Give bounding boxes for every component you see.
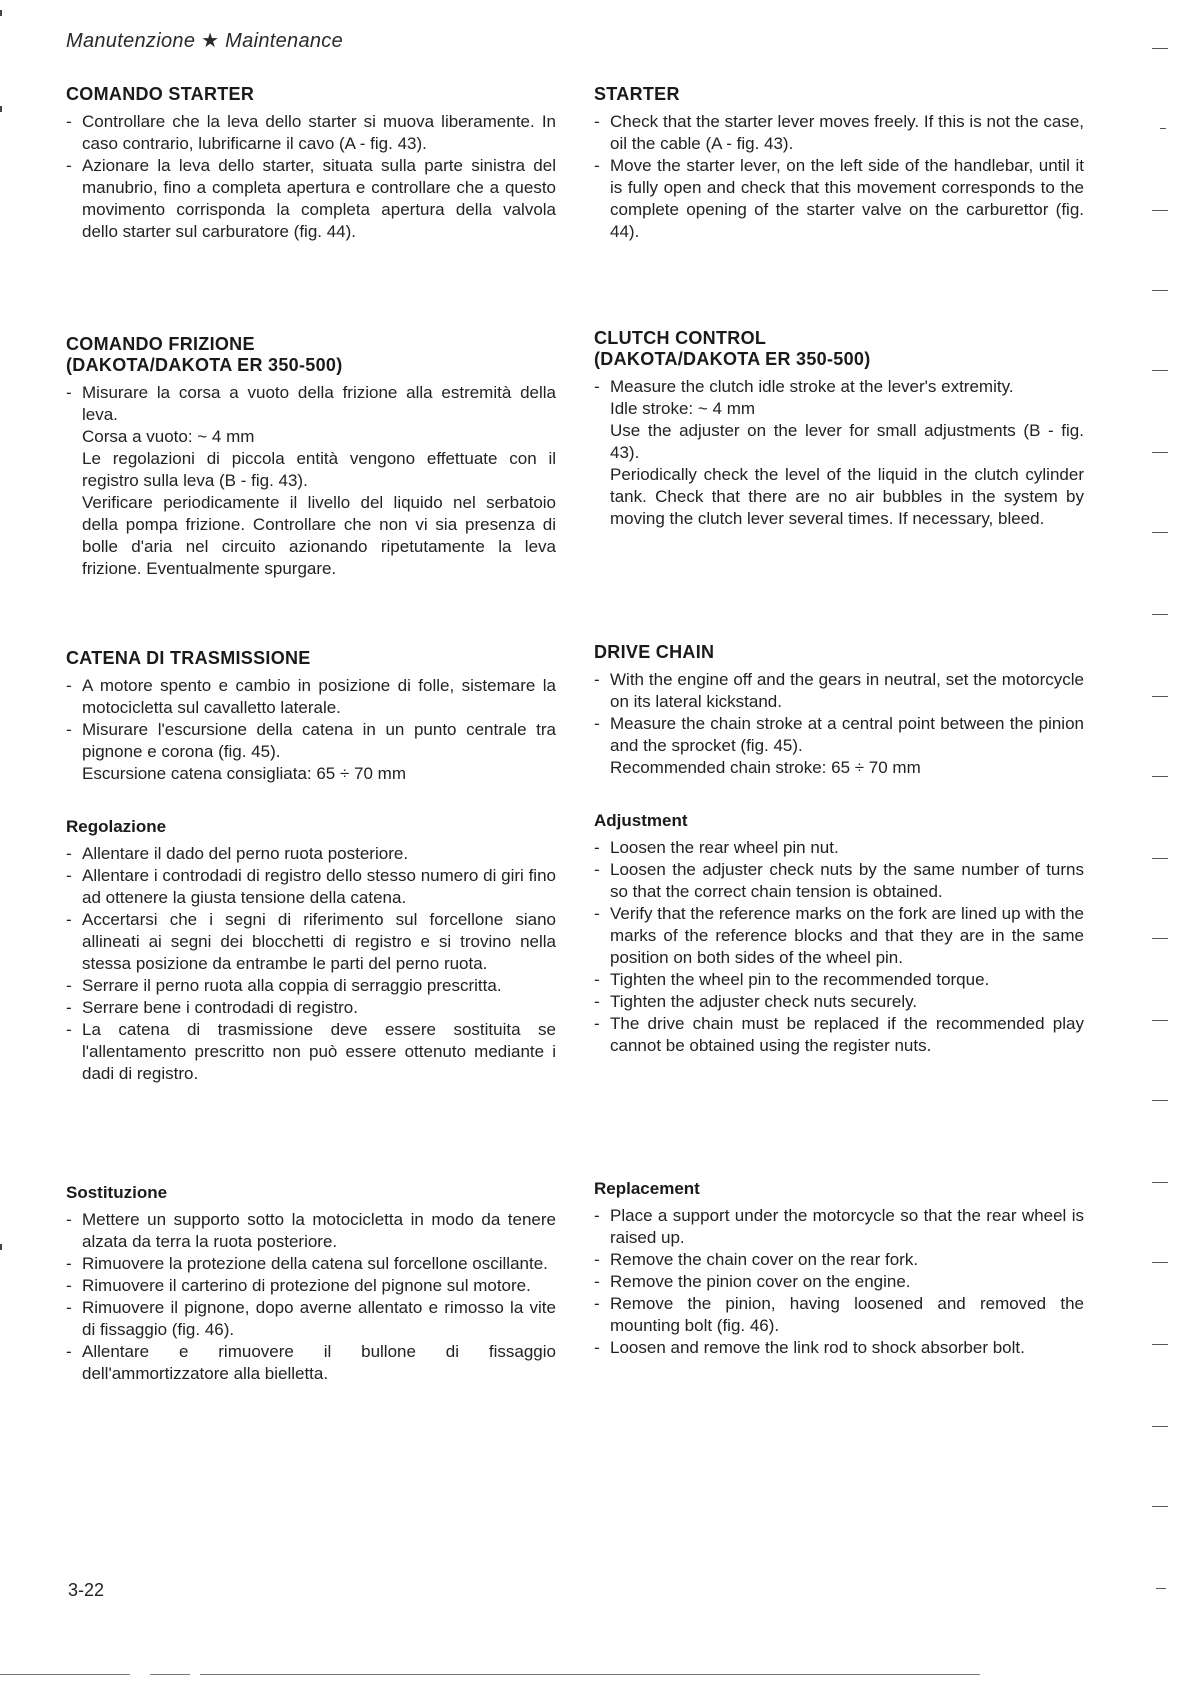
en-starter-title: STARTER (594, 84, 680, 104)
list-item: - Serrare bene i controdadi di registro. (66, 997, 556, 1019)
scan-edge-mark (0, 106, 2, 112)
en-replacement-title: Replacement (594, 1179, 700, 1198)
page-number: 3-22 (68, 1580, 105, 1600)
it-replacement-section (66, 1182, 556, 1385)
scan-edge-mark (0, 1244, 2, 1250)
en-chain-list (594, 669, 1084, 779)
it-chain-measure: - Misurare l'escursione della catena in un punto centrale tra pignone e corona (fig. 45). (82, 720, 556, 761)
scan-edge-mark (1152, 614, 1168, 615)
it-clutch-check: Verificare periodicamente il livello del liquido nel serbatoio della pompa frizione. Controllare che non vi sia presenza di bolle d'aria nel circuito azionando ripetutamente la leva frizione. Eventualmente spurgare. (82, 493, 556, 578)
list-item: - Rimuovere il pignone, dopo averne allentato e rimosso la vite di fissaggio (fig. 46). (66, 1297, 556, 1341)
it-clutch-stroke: Corsa a vuoto: ~ 4 mm (82, 427, 255, 446)
it-starter-list (66, 111, 556, 243)
scan-edge-mark (1152, 370, 1168, 371)
it-chain-title: CATENA DI TRASMISSIONE (66, 648, 311, 668)
en-starter-list (594, 111, 1084, 243)
it-adjustment-section (66, 816, 556, 1085)
scan-edge-mark (1152, 1182, 1168, 1183)
list-item: - Rimuovere la protezione della catena sul forcellone oscillante. (66, 1253, 556, 1275)
list-item: - Mettere un supporto sotto la motocicletta in modo da tenere alzata da terra la ruota posteriore. (66, 1209, 556, 1253)
list-item: - Allentare e rimuovere il bullone di fissaggio dell'ammortizzatore alla bielletta. (66, 1341, 556, 1385)
list-item (594, 713, 1084, 779)
scan-edge-mark (1152, 532, 1168, 533)
it-chain-section (66, 648, 556, 785)
scan-edge-mark (1152, 1344, 1168, 1345)
it-clutch-measure: - Misurare la corsa a vuoto della frizione alla estremità della leva. (82, 383, 556, 424)
en-adjustment-title: Adjustment (594, 811, 688, 830)
list-item: - Azionare la leva dello starter, situata sulla parte sinistra del manubrio, fino a completa apertura e controllare che a questo movimento corrisponda la completa apertura della valvola dello starter sul carburatore (fig. 44). (66, 155, 556, 243)
it-chain-list (66, 675, 556, 785)
scan-edge-mark (1152, 858, 1168, 859)
list-item: - Remove the chain cover on the rear fork. (594, 1249, 1084, 1271)
scan-edge-mark (1152, 1100, 1168, 1101)
en-clutch-stroke: Idle stroke: ~ 4 mm (610, 399, 756, 418)
it-adjustment-title: Regolazione (66, 817, 167, 836)
list-item: - Serrare il perno ruota alla coppia di serraggio prescritta. (66, 975, 556, 997)
list-item: - Move the starter lever, on the left side of the handlebar, until it is fully open and check that this movement corresponds to the complete opening of the starter valve on the carburettor (fig. 44). (594, 155, 1084, 243)
it-clutch-adjust: Le regolazioni di piccola entità vengono effettuate con il registro sulla leva (B - fig. 43). (82, 449, 556, 490)
scan-edge-mark (0, 10, 2, 16)
list-item: - The drive chain must be replaced if the recommended play cannot be obtained using the register nuts. (594, 1013, 1084, 1057)
list-item: - Remove the pinion, having loosened and removed the mounting bolt (fig. 46). (594, 1293, 1084, 1337)
scan-edge-mark (1152, 1020, 1168, 1021)
scan-edge-mark (1152, 776, 1168, 777)
scan-edge-mark (1152, 1262, 1168, 1263)
scan-edge-mark (1152, 290, 1168, 291)
list-item: - Verify that the reference marks on the fork are lined up with the marks of the reference blocks and that they are in the same position on both sides of the wheel pin. (594, 903, 1084, 969)
en-clutch-measure: - Measure the clutch idle stroke at the lever's extremity. (610, 377, 1014, 396)
list-item (66, 719, 556, 785)
it-adjustment-list (66, 843, 556, 1085)
en-chain-section (594, 642, 1084, 779)
scan-edge-mark (1152, 696, 1168, 697)
it-clutch-section (66, 334, 556, 580)
en-clutch-adjust: Use the adjuster on the lever for small adjustments (B - fig. 43). (610, 421, 1084, 462)
list-item: - Tighten the adjuster check nuts securely. (594, 991, 1084, 1013)
list-item: - Allentare i controdadi di registro dello stesso numero di giri fino ad ottenere la giusta tensione della catena. (66, 865, 556, 909)
en-chain-value: Recommended chain stroke: 65 ÷ 70 mm (610, 758, 921, 777)
it-clutch-subtitle: (DAKOTA/DAKOTA ER 350-500) (66, 355, 343, 375)
list-item: - Controllare che la leva dello starter si muova liberamente. In caso contrario, lubrificarne il cavo (A - fig. 43). (66, 111, 556, 155)
list-item: - Place a support under the motorcycle so that the rear wheel is raised up. (594, 1205, 1084, 1249)
it-starter-section (66, 84, 556, 243)
it-clutch-list (66, 382, 556, 580)
scan-edge-mark (1160, 128, 1166, 129)
en-chain-title: DRIVE CHAIN (594, 642, 715, 662)
scan-bottom-rule (0, 1674, 130, 1675)
en-replacement-section (594, 1178, 1084, 1359)
en-adjustment-section (594, 810, 1084, 1057)
list-item: - A motore spento e cambio in posizione di folle, sistemare la motocicletta sul cavalletto laterale. (66, 675, 556, 719)
list-item: - Tighten the wheel pin to the recommended torque. (594, 969, 1084, 991)
list-item: - Rimuovere il carterino di protezione del pignone sul motore. (66, 1275, 556, 1297)
en-clutch-subtitle: (DAKOTA/DAKOTA ER 350-500) (594, 349, 871, 369)
it-replacement-title: Sostituzione (66, 1183, 168, 1202)
scan-bottom-rule (200, 1674, 980, 1675)
list-item: - Accertarsi che i segni di riferimento sul forcellone siano allineati ai segni dei blocchetti di registro e si trovino nella stessa posizione da entrambe le parti del perno ruota. (66, 909, 556, 975)
list-item: - Loosen the rear wheel pin nut. (594, 837, 1084, 859)
list-item (594, 376, 1084, 530)
en-clutch-title: CLUTCH CONTROL (594, 328, 767, 348)
en-chain-measure: - Measure the chain stroke at a central point between the pinion and the sprocket (fig. 45). (610, 714, 1084, 755)
list-item: - Loosen the adjuster check nuts by the same number of turns so that the correct chain tension is obtained. (594, 859, 1084, 903)
scan-bottom-rule (150, 1674, 190, 1675)
en-starter-section (594, 84, 1084, 243)
en-clutch-check: Periodically check the level of the liquid in the clutch cylinder tank. Check that there are no air bubbles in the system by moving the clutch lever several times. If necessary, bleed. (610, 465, 1084, 528)
it-replacement-list (66, 1209, 556, 1385)
it-clutch-title: COMANDO FRIZIONE (66, 334, 255, 354)
scan-edge-mark (1156, 1588, 1166, 1589)
en-replacement-list (594, 1205, 1084, 1359)
list-item: - With the engine off and the gears in neutral, set the motorcycle on its lateral kickstand. (594, 669, 1084, 713)
scan-edge-mark (1152, 452, 1168, 453)
list-item: - Check that the starter lever moves freely. If this is not the case, oil the cable (A - fig. 43). (594, 111, 1084, 155)
it-chain-value: Escursione catena consigliata: 65 ÷ 70 mm (82, 764, 406, 783)
scan-edge-mark (1152, 1426, 1168, 1427)
list-item: - Remove the pinion cover on the engine. (594, 1271, 1084, 1293)
list-item: - Allentare il dado del perno ruota posteriore. (66, 843, 556, 865)
scan-edge-mark (1152, 938, 1168, 939)
en-clutch-section (594, 328, 1084, 530)
list-item (66, 382, 556, 580)
page-header: Manutenzione ★ Maintenance (66, 30, 344, 52)
scan-edge-mark (1152, 210, 1168, 211)
it-starter-title: COMANDO STARTER (66, 84, 255, 104)
list-item: - La catena di trasmissione deve essere sostituita se l'allentamento prescritto non può essere ottenuto mediante i dadi di registro. (66, 1019, 556, 1085)
en-clutch-list (594, 376, 1084, 530)
scan-edge-mark (1152, 48, 1168, 49)
list-item: - Loosen and remove the link rod to shock absorber bolt. (594, 1337, 1084, 1359)
en-adjustment-list (594, 837, 1084, 1057)
scan-edge-mark (1152, 1506, 1168, 1507)
